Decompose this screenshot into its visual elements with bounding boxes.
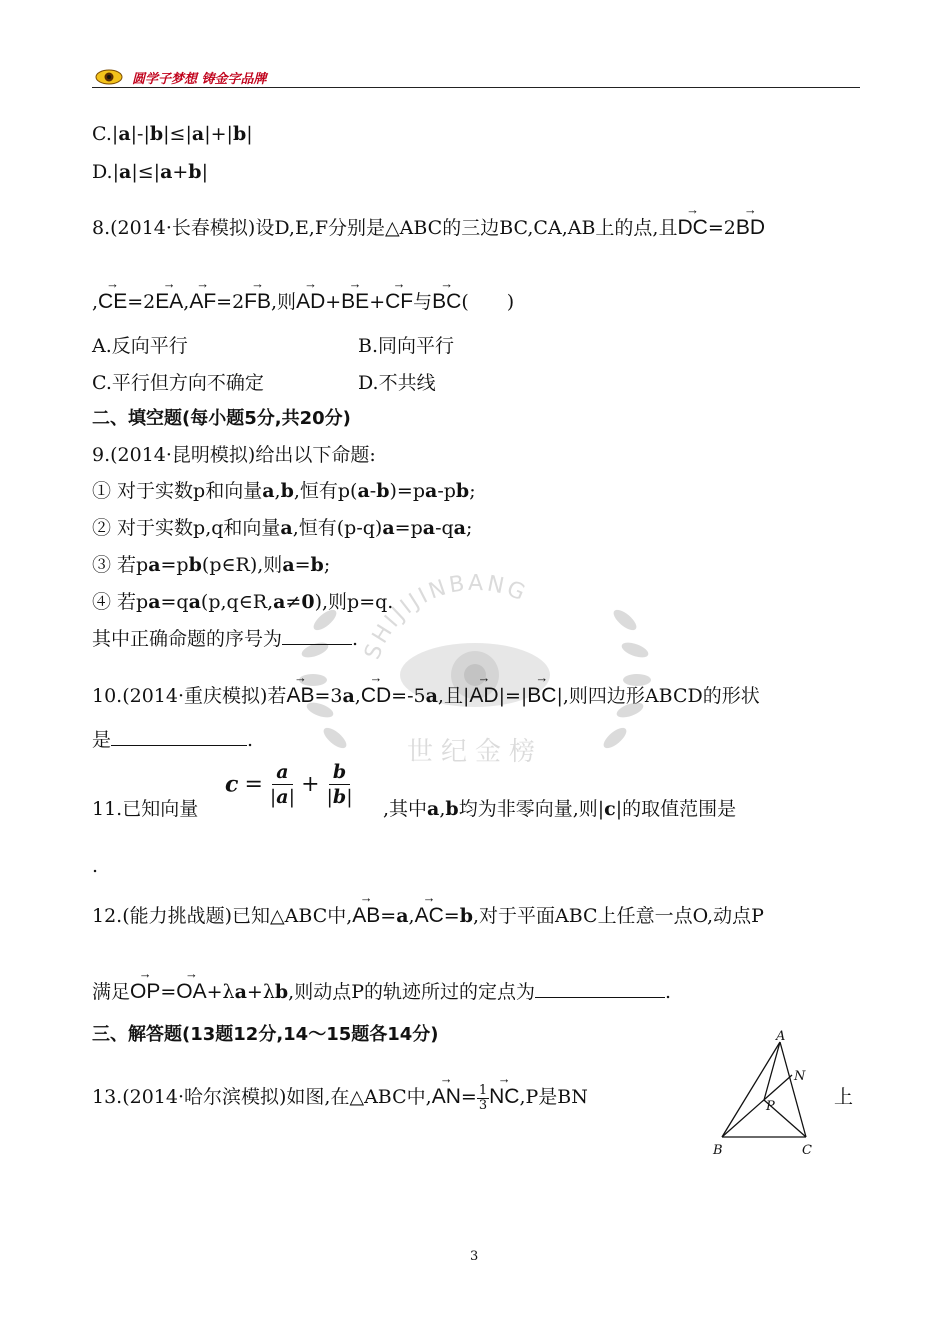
q7-option-d: D.|a|≤|a+b| [92,161,208,183]
q11-stem: 11.已知向量 [92,798,199,820]
header-slogan: 圆学子梦想 铸金字品牌 [132,72,267,87]
q9-question: 其中正确命题的序号为 . [92,628,359,650]
label-n: N [794,1069,806,1084]
label-c: C [802,1143,812,1158]
segment-ap [764,1042,780,1100]
triangle-figure [710,1030,830,1160]
q10-stem-line2: 是 . [92,729,254,751]
section-fill-in-heading: 二、填空题(每小题5分,共20分) [92,408,351,429]
q9-proposition-3: ③ 若pa=pb(p∈R),则a=b; [92,554,331,576]
eye-logo-icon [95,68,123,86]
q13-stem: 13.(2014·哈尔滨模拟)如图,在△ABC中,→ AN= $\frac{1}{3}$ → NC,P是BN [92,1083,588,1113]
segment-ac [780,1042,806,1137]
q9-stem: 9.(2014·昆明模拟)给出以下命题: [92,444,376,466]
watermark-bottom-text: 世纪金榜 [406,737,544,767]
segment-bn [722,1075,792,1137]
label-b: B [713,1143,723,1158]
q9-proposition-1: ① 对于实数p和向量a,b,恒有p(a-b)=pa-pb; [92,480,476,502]
q12-stem-line2: 满足→ OP=→ OA+λa+λb,则动点P的轨迹所过的定点为 . [92,978,671,1006]
label-a: A [776,1030,786,1044]
q7-option-c: C.|a|-|b|≤|a|+|b| [92,123,253,145]
watermark-arc-text: SHIJIJINBANG [360,570,532,663]
q8-option-d: D.不共线 [358,372,436,394]
q12-stem-line1: 12.(能力挑战题)已知△ABC中,→ AB=a,→ AC=b,对于平面ABC上任意一点O,动点P [92,902,764,930]
q8-option-a: A.反向平行 [92,335,188,357]
label-p: P [766,1099,775,1114]
q11-end-period: . [92,855,99,877]
header-divider [92,87,860,88]
segment-ab [722,1042,780,1137]
section-solution-heading: 三、解答题(13题12分,14～15题各14分) [92,1024,439,1045]
q8-stem-line2: ,→ CE=2→ EA,→ AF=2→ FB,则→ AD+→ BE+→ CF与→ BC( ) [92,288,514,316]
q11-stem-tail: ,其中a,b均为非零向量,则|c|的取值范围是 [383,798,737,820]
q8-option-c: C.平行但方向不确定 [92,372,264,394]
q9-proposition-2: ② 对于实数p,q和向量a,恒有(p-q)a=pa-qa; [92,517,473,539]
q13-stem-end: 上 [834,1086,854,1108]
q11-formula: c = $\frac{a}{|a|}$ + $\frac{b}{|b|}$ [225,761,353,808]
q8-stem-line1: 8.(2014·长春模拟)设D,E,F分别是△ABC的三边BC,CA,AB上的点,且→ DC=2→ BD [92,214,765,242]
q10-stem-line1: 10.(2014·重庆模拟)若→ AB=3a,→ CD=-5a,且|→ AD|=|→ BC|,则四边形ABCD的形状 [92,682,760,710]
q8-option-b: B.同向平行 [358,335,455,357]
page-number: 3 [470,1249,479,1264]
q9-proposition-4: ④ 若pa=qa(p,q∈R,a≠0),则p=q. [92,591,394,613]
